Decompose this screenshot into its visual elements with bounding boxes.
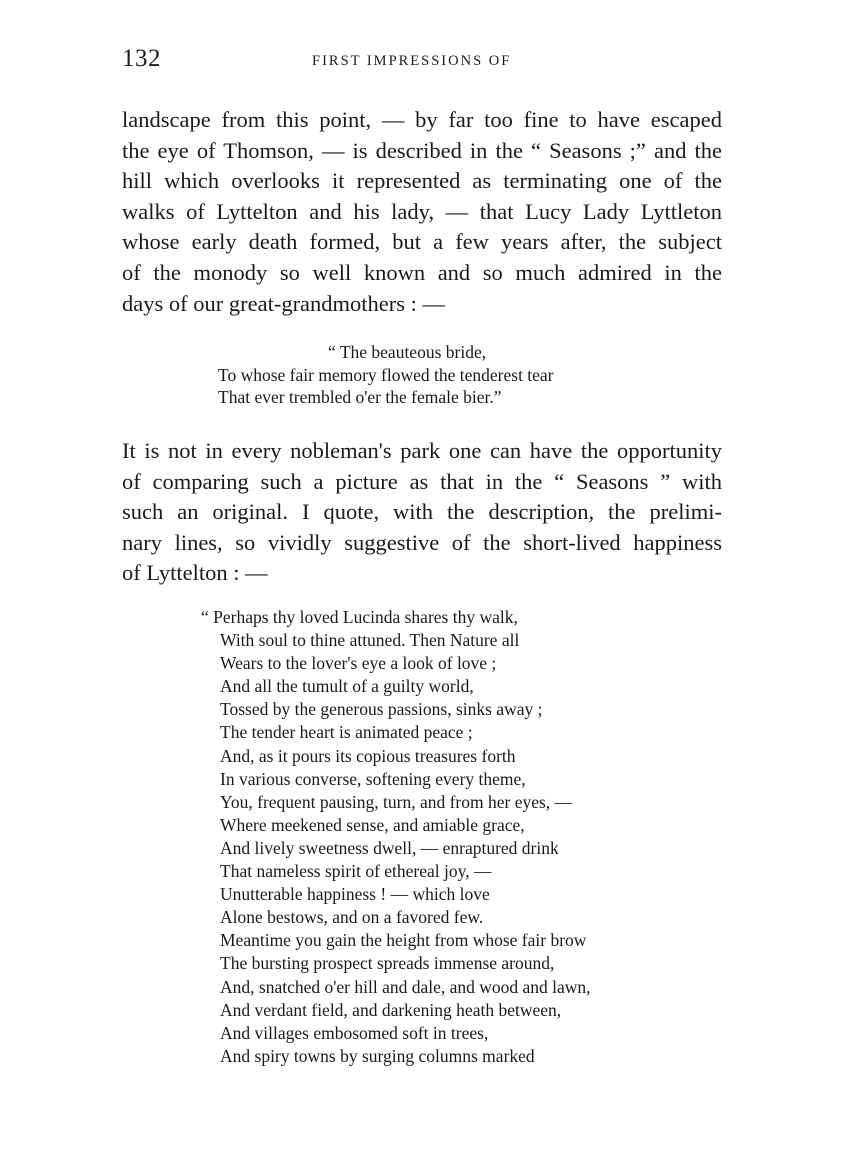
page-header [122, 45, 722, 79]
text-line: of comparing such a picture as that in the “ Seasons ” with [122, 468, 722, 494]
verse-line: With soul to thine attuned. Then Nature all [220, 630, 520, 651]
text-line: nary lines, so vividly suggestive of the short-lived happiness [122, 529, 722, 555]
block-quote-2 [201, 606, 591, 1068]
text-line: of the monody so well known and so much admired in the [122, 259, 722, 285]
verse-line: And lively sweetness dwell, — enraptured drink [220, 837, 559, 858]
block-quote-1 [218, 341, 554, 409]
text-line: walks of Lyttelton and his lady, — that Lucy Lady Lyttleton [122, 198, 722, 224]
verse-line: Meantime you gain the height from whose fair brow [220, 930, 587, 951]
text-line: the eye of Thomson, — is described in the “ Seasons ;” and the [122, 137, 722, 163]
verse-line: And all the tumult of a guilty world, [220, 676, 474, 697]
paragraph-1 [122, 105, 722, 319]
verse-line: The tender heart is animated peace ; [220, 722, 473, 743]
verse-line: You, frequent pausing, turn, and from her eyes, — [220, 791, 573, 812]
verse-line: And villages embosomed soft in trees, [220, 1022, 489, 1043]
running-head: FIRST IMPRESSIONS OF [312, 53, 512, 69]
text-line: landscape from this point, — by far too fine to have escaped [122, 107, 722, 132]
verse-line: “ The beauteous bride, [328, 342, 487, 362]
verse-line: Where meekened sense, and amiable grace, [220, 814, 525, 835]
text-line: of Lyttelton : — [122, 560, 268, 586]
verse-line: In various converse, softening every theme, [220, 768, 526, 789]
verse-line: To whose fair memory flowed the tenderest tear [218, 364, 554, 385]
verse-line: That ever trembled o'er the female bier.” [218, 387, 502, 408]
text-line: such an original. I quote, with the description, the prelimi- [122, 499, 722, 525]
verse-line: “ Perhaps thy loved Lucinda shares thy walk, [201, 607, 518, 627]
paragraph-2 [122, 436, 722, 589]
verse-line: Wears to the lover's eye a look of love ; [220, 653, 497, 674]
text-line: It is not in every nobleman's park one can have the opportunity [122, 438, 722, 463]
text-line: days of our great-grandmothers : — [122, 290, 446, 316]
verse-line: Alone bestows, and on a favored few. [220, 907, 484, 928]
verse-line: And, as it pours its copious treasures forth [220, 745, 516, 766]
verse-line: Unutterable happiness ! — which love [220, 884, 490, 905]
page-number: 132 [122, 45, 161, 72]
text-line: whose early death formed, but a few years after, the subject [122, 229, 722, 255]
verse-line: The bursting prospect spreads immense around, [220, 953, 555, 974]
text-line: hill which overlooks it represented as terminating one of the [122, 168, 722, 194]
verse-line: Tossed by the generous passions, sinks away ; [220, 699, 543, 720]
verse-line: And spiry towns by surging columns marked [220, 1045, 535, 1066]
verse-line: And, snatched o'er hill and dale, and wood and lawn, [220, 976, 591, 997]
verse-line: That nameless spirit of ethereal joy, — [220, 861, 492, 882]
verse-line: And verdant field, and darkening heath between, [220, 999, 562, 1020]
